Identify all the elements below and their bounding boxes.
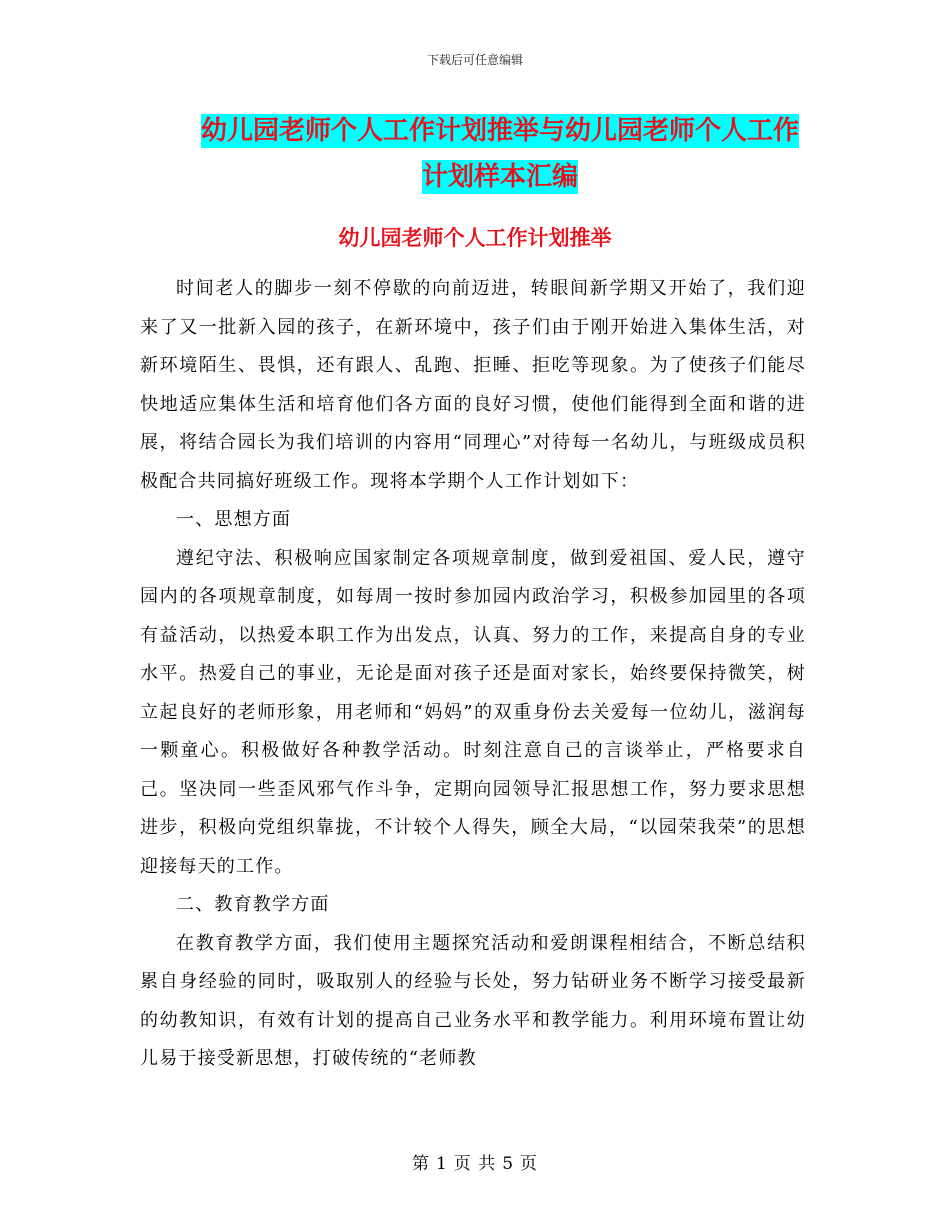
- footer-total-pages: 5: [502, 1154, 515, 1174]
- document-title-line-1: 幼儿园老师个人工作计划推举与幼儿园老师个人工作: [200, 116, 799, 146]
- heading-ideology: 一、思想方面: [176, 509, 292, 530]
- page-footer: [0, 1153, 950, 1175]
- paragraph-teaching: 在教育教学方面，我们使用主题探究活动和爱朗课程相结合，不断总结积累自身经验的同时，吸取别人的经验与长处，努力钻研业务不断学习接受最新的幼教知识，有效有计划的提高自己业务水平和教学能力。利用环境布置让幼儿易于接受新思想，打破传统的“老师教: [140, 932, 806, 1069]
- paragraph-intro: 时间老人的脚步一刻不停歇的向前迈进，转眼间新学期又开始了，我们迎来了又一批新入园的孩子，在新环境中，孩子们由于刚开始进入集体生活，对新环境陌生、畏惧，还有跟人、乱跑、拒睡、拒吃等现象。为了使孩子们能尽快地适应集体生活和培育他们各方面的良好习惯，使他们能得到全面和谐的进展，将结合园长为我们培训的内容用“同理心”对待每一名幼儿，与班级成员积极配合共同搞好班级工作。现将本学期个人工作计划如下：: [140, 278, 806, 492]
- document-title: [140, 108, 860, 200]
- section-title: 幼儿园老师个人工作计划推举: [338, 226, 612, 250]
- body-text: [140, 270, 806, 1079]
- footer-middle: 页 共: [453, 1154, 497, 1174]
- footer-prefix: 第: [411, 1154, 430, 1174]
- paragraph-ideology: 遵纪守法、积极响应国家制定各项规章制度，做到爱祖国、爱人民，遵守园内的各项规章制度，如每周一按时参加园内政治学习，积极参加园里的各项有益活动，以热爱本职工作为出发点，认真、努力的工作，来提高自身的专业水平。热爱自己的事业，无论是面对孩子还是面对家长，始终要保持微笑，树立起良好的老师形象，用老师和“妈妈”的双重身份去关爱每一位幼儿，滋润每一颗童心。积极做好各种教学活动。时刻注意自己的言谈举止，严格要求自己。坚决同一些歪风邪气作斗争，定期向园领导汇报思想工作，努力要求思想进步，积极向党组织靠拢，不计较个人得失，顾全大局，“以园荣我荣”的思想迎接每天的工作。: [140, 547, 806, 877]
- document-title-line-2: 计划样本汇编: [421, 162, 578, 192]
- footer-page-number: 1: [435, 1154, 448, 1174]
- footer-suffix: 页: [520, 1154, 539, 1174]
- header-note: 下载后可任意编辑: [426, 53, 523, 67]
- heading-teaching: 二、教育教学方面: [176, 894, 330, 915]
